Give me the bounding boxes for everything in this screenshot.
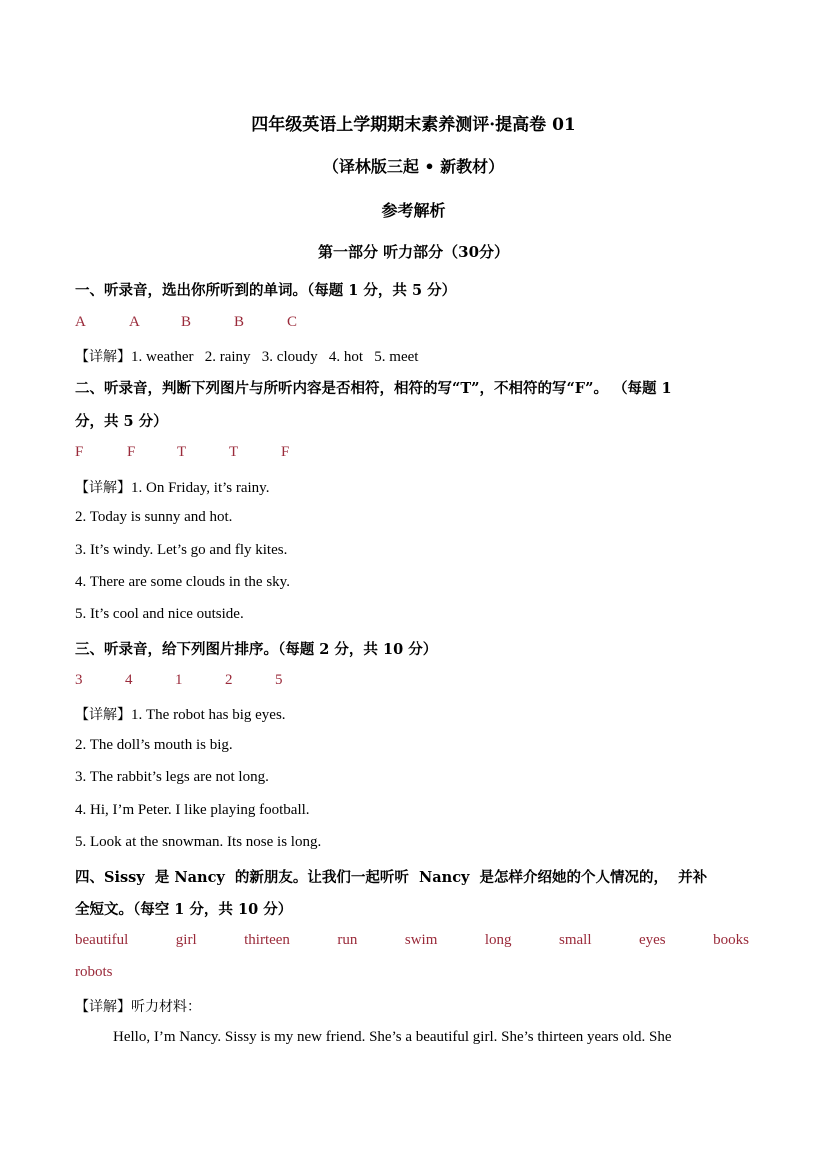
detail-label: 【详解】: [75, 349, 131, 365]
word-item: books: [713, 932, 749, 948]
detail-line: 1. The robot has big eyes.: [131, 707, 286, 723]
detail-line: 5. It’s cool and nice outside.: [75, 606, 244, 622]
answer-3: B: [181, 314, 192, 330]
word-item: run: [337, 932, 358, 948]
answer-4: T: [229, 444, 239, 460]
part-heading: 第一部分 听力部分（30分）: [317, 243, 510, 261]
answer-4: B: [234, 314, 245, 330]
detail-line: 4. Hi, I’m Peter. I like playing football.: [75, 802, 310, 818]
detail-text: 1. weather 2. rainy 3. cloudy 4. hot 5. meet: [131, 349, 419, 365]
detail-line: 2. The doll’s mouth is big.: [75, 737, 233, 753]
answer-3: 1: [175, 672, 183, 688]
page-heading: 参考解析: [381, 201, 446, 220]
answer-5: 5: [275, 672, 283, 688]
answer-4: 2: [225, 672, 233, 688]
answer-2: A: [129, 314, 140, 330]
word-item: small: [559, 932, 592, 948]
detail-line: 3. The rabbit’s legs are not long.: [75, 769, 269, 785]
detail-text: 听力材料：: [131, 999, 201, 1015]
section3-answers: [75, 672, 749, 689]
page-subtitle: （译林版三起 • 新教材）: [322, 157, 505, 176]
section4-question-line1: 四、Sissy 是 Nancy 的新朋友。让我们一起听听 Nancy 是怎样介绍她的个人情况的， 并补: [75, 869, 708, 886]
answer-3: T: [177, 444, 187, 460]
detail-label: 【详解】: [75, 707, 131, 723]
section2-question-line2: 分，共 5 分）: [75, 413, 168, 430]
section1-detail: [75, 346, 749, 366]
section2-detail: [75, 477, 749, 497]
section3-question: 三、听录音，给下列图片排序。（每题 2 分，共 10 分）: [75, 641, 438, 658]
answer-1: 3: [75, 672, 83, 688]
section2-answers: [75, 444, 749, 461]
section1-answers: [75, 314, 749, 331]
answer-2: F: [127, 444, 136, 460]
detail-line: 4. There are some clouds in the sky.: [75, 574, 290, 590]
section4-question-line2: 全短文。（每空 1 分，共 10 分）: [75, 901, 293, 918]
answer-5: C: [287, 314, 298, 330]
word-item: robots: [75, 964, 113, 980]
passage-line: Hello, I’m Nancy. Sissy is my new friend. She’s a beautiful girl. She’s thirteen years old. She: [113, 1029, 672, 1045]
section4-detail: [75, 996, 749, 1016]
word-item: girl: [175, 932, 197, 948]
word-item: beautiful: [75, 932, 129, 948]
answer-5: F: [281, 444, 290, 460]
detail-label: 【详解】: [75, 999, 131, 1015]
answer-1: F: [75, 444, 84, 460]
section2-question-line1: 二、听录音，判断下列图片与所听内容是否相符，相符的写“T”，不相符的写“F”。 （每题 1: [75, 380, 672, 397]
word-item: swim: [404, 932, 438, 948]
section1-question: 一、听录音，选出你所听到的单词。（每题 1 分，共 5 分）: [75, 282, 457, 299]
section3-detail: [75, 704, 749, 724]
word-item: eyes: [638, 932, 666, 948]
detail-label: 【详解】: [75, 480, 131, 496]
detail-line: 5. Look at the snowman. Its nose is long.: [75, 834, 322, 850]
word-item: long: [484, 932, 512, 948]
section4-word-bank: [75, 932, 749, 949]
answer-2: 4: [125, 672, 133, 688]
detail-line: 3. It’s windy. Let’s go and fly kites.: [75, 542, 288, 558]
word-item: thirteen: [244, 932, 290, 948]
page-title: 四年级英语上学期期末素养测评·提高卷 01: [251, 115, 576, 135]
detail-line: 2. Today is sunny and hot.: [75, 509, 233, 525]
detail-line: 1. On Friday, it’s rainy.: [131, 480, 270, 496]
answer-1: A: [75, 314, 86, 330]
